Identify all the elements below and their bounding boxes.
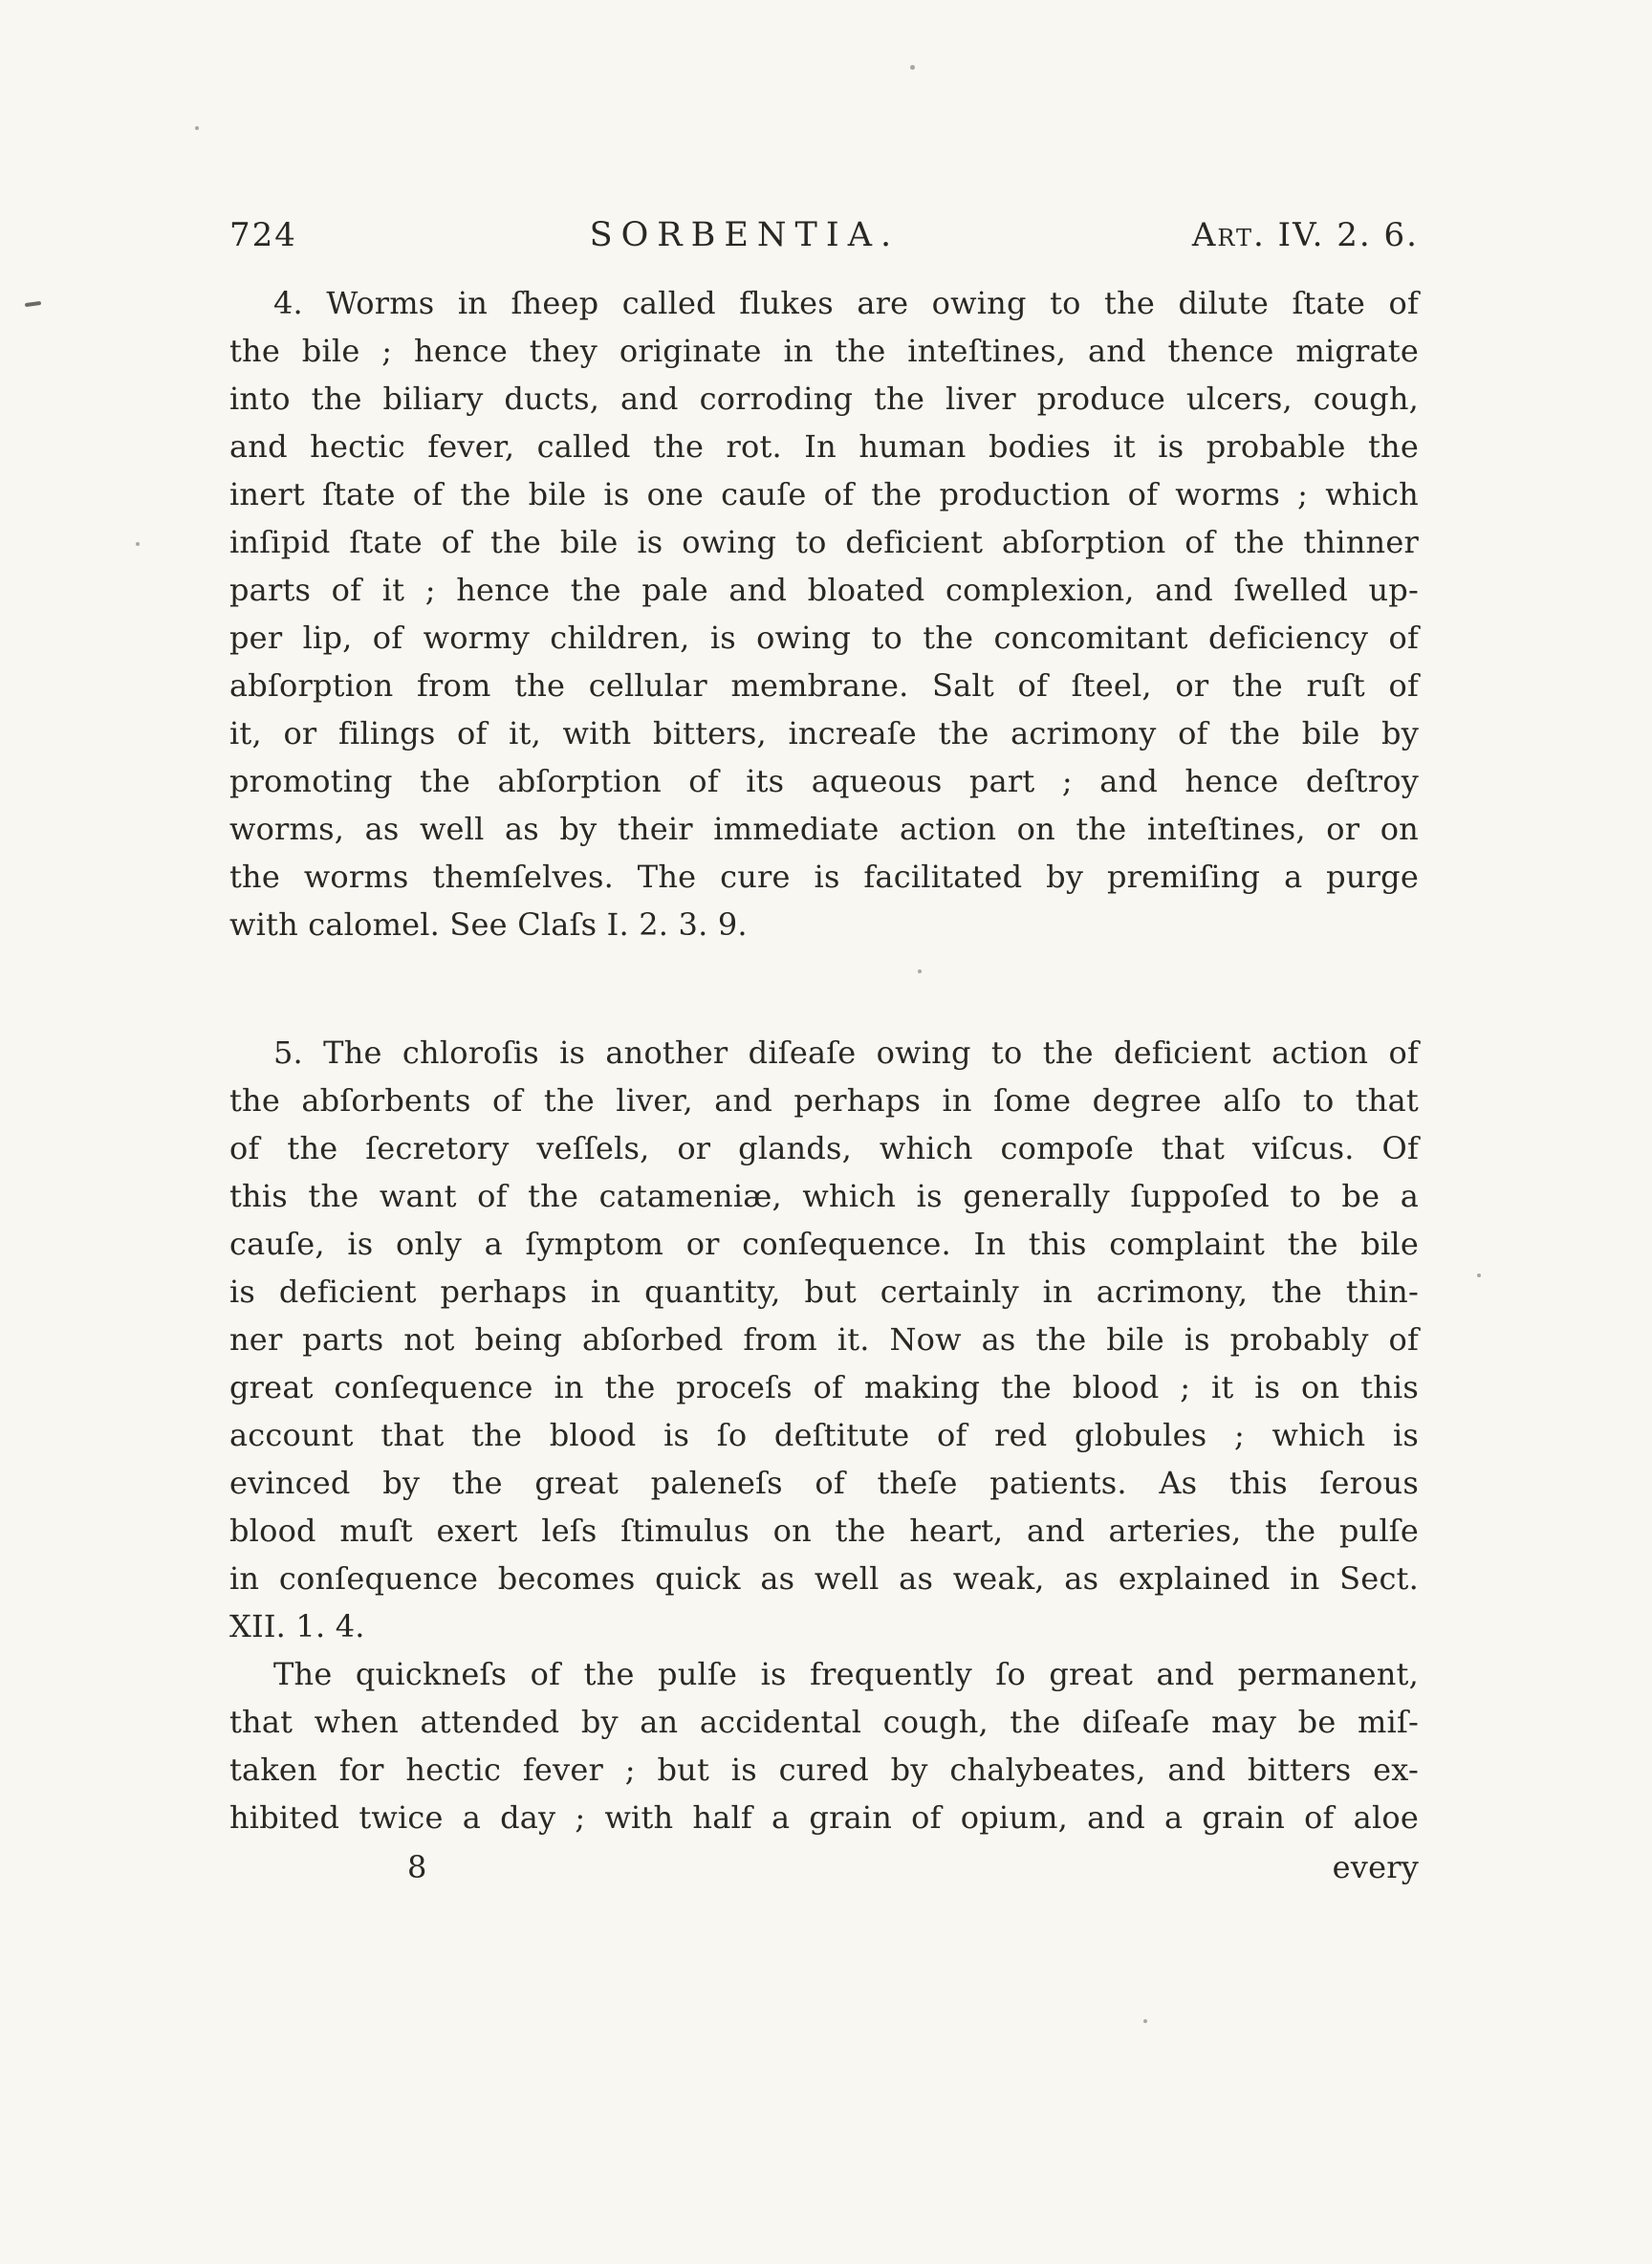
scan-speck (918, 969, 922, 973)
page-header (229, 216, 1419, 254)
scan-speck (136, 542, 140, 546)
article-number: Art. IV. 2. 6. (1191, 216, 1419, 254)
text-line: parts of it ; hence the pale and bloated complexion, and ſwelled up- (229, 572, 1419, 608)
text-line: in conſequence becomes quick as well as weak, as explained in Sect. (229, 1560, 1419, 1597)
scan-speck (1143, 2019, 1147, 2023)
paragraph-5 (229, 1029, 1419, 1650)
scan-speck (910, 65, 915, 70)
text-line: 5. The chloroſis is another diſeaſe owing to the deficient action of (273, 1034, 1419, 1071)
scan-speck (195, 126, 199, 130)
text-line: evinced by the great paleneſs of theſe patients. As this ſerous (229, 1465, 1419, 1501)
text-line: this the want of the catameniæ, which is generally ſuppoſed to be a (229, 1178, 1419, 1214)
text-line: per lip, of wormy children, is owing to the concomitant deficiency of (229, 620, 1419, 656)
text-line: with calomel. See Claſs I. 2. 3. 9. (229, 906, 748, 943)
text-line: promoting the abſorption of its aqueous part ; and hence deſtroy (229, 763, 1419, 799)
page-footer (229, 1843, 1419, 1891)
signature-mark: 8 (407, 1849, 427, 1885)
text-line: blood muſt exert leſs ſtimulus on the heart, and arteries, the pulſe (229, 1513, 1419, 1549)
text-line: abſorption from the cellular membrane. Salt of ſteel, or the ruſt of (229, 667, 1419, 704)
running-title: SORBENTIA. (589, 216, 901, 254)
text-line: into the biliary ducts, and corroding the liver produce ulcers, cough, (229, 381, 1419, 417)
text-line: great conſequence in the proceſs of making the blood ; it is on this (229, 1369, 1419, 1405)
text-line: 4. Worms in ſheep called flukes are owing to the dilute ſtate of (273, 285, 1419, 321)
page-number: 724 (229, 216, 297, 254)
scan-speck (25, 301, 41, 307)
text-line: inſipid ſtate of the bile is owing to deficient abſorption of the thinner (229, 524, 1419, 560)
text-line: cauſe, is only a ſymptom or conſequence. In this complaint the bile (229, 1226, 1419, 1262)
paragraph-4 (229, 279, 1419, 948)
text-line: the abſorbents of the liver, and perhaps in ſome degree alſo to that (229, 1082, 1419, 1119)
scan-speck (1477, 1274, 1481, 1277)
text-line: account that the blood is ſo deſtitute of red globules ; which is (229, 1417, 1419, 1453)
text-block (229, 279, 1419, 1891)
text-line: hibited twice a day ; with half a grain of opium, and a grain of aloe (229, 1799, 1419, 1836)
text-line: ner parts not being abſorbed from it. Now as the bile is probably of (229, 1321, 1419, 1358)
text-line: the worms themſelves. The cure is facilitated by premiſing a purge (229, 859, 1419, 895)
text-line: and hectic fever, called the rot. In human bodies it is probable the (229, 428, 1419, 465)
text-line: of the ſecretory veſſels, or glands, which compoſe that viſcus. Of (229, 1130, 1419, 1166)
text-line: it, or filings of it, with bitters, increaſe the acrimony of the bile by (229, 715, 1419, 751)
paragraph-6 (229, 1650, 1419, 1841)
text-line: taken for hectic fever ; but is cured by chalybeates, and bitters ex- (229, 1752, 1419, 1788)
text-line: the bile ; hence they originate in the inteſtines, and thence migrate (229, 333, 1419, 369)
text-line: inert ſtate of the bile is one cauſe of the production of worms ; which (229, 476, 1419, 512)
catchword: every (1332, 1849, 1419, 1885)
text-line: worms, as well as by their immediate action on the inteſtines, or on (229, 811, 1419, 847)
text-line: that when attended by an accidental cough, the diſeaſe may be miſ- (229, 1704, 1419, 1740)
text-line: XII. 1. 4. (229, 1608, 365, 1644)
text-line: The quickneſs of the pulſe is frequently ſo great and permanent, (273, 1656, 1419, 1692)
text-line: is deficient perhaps in quantity, but certainly in acrimony, the thin- (229, 1274, 1419, 1310)
